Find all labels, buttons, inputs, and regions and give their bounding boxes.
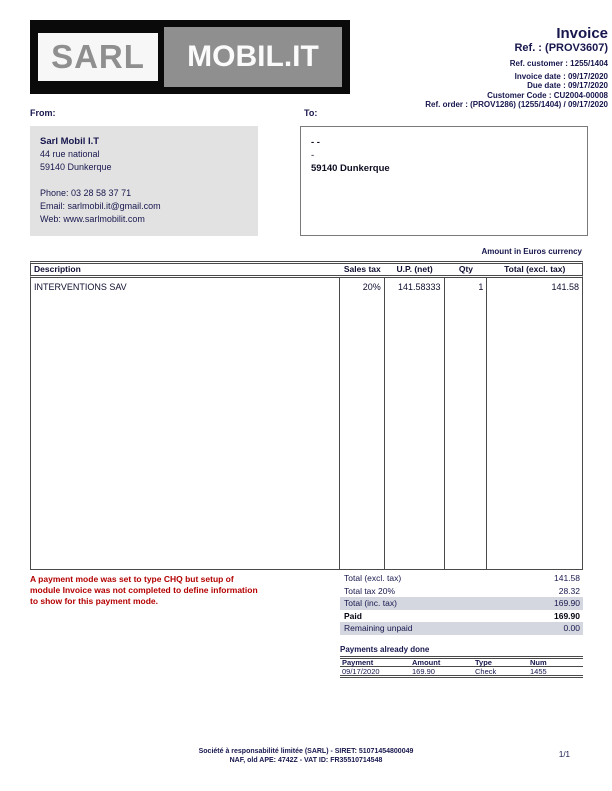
total-value: 169.90 (554, 598, 580, 609)
total-excl-tax-row (340, 572, 583, 585)
warning-line: A payment mode was set to type CHQ but setup of (30, 574, 234, 584)
total-label: Total (excl. tax) (344, 573, 402, 584)
table-body (30, 278, 583, 570)
header-qty: Qty (458, 264, 474, 274)
remaining-unpaid-row (340, 622, 583, 635)
recipient-city: 59140 Dunkerque (311, 163, 390, 174)
from-label: From: (30, 108, 56, 118)
table-header-row (30, 261, 583, 278)
payment-row (340, 667, 583, 678)
document-title: Invoice (556, 25, 608, 42)
logo-mobilit-text: MOBIL.IT (164, 27, 342, 87)
to-label: To: (304, 108, 318, 118)
payments-block (340, 645, 583, 678)
totals-block (340, 572, 583, 635)
payments-header-payment: Payment (342, 658, 374, 667)
payment-type: Check (475, 666, 497, 676)
total-label: Total tax 20% (344, 585, 396, 596)
company-logo (30, 20, 350, 94)
total-label: Total (inc. tax) (344, 598, 397, 609)
header-total-excl: Total (excl. tax) (504, 264, 566, 274)
sender-address-box (30, 126, 258, 236)
total-label: Remaining unpaid (344, 623, 413, 634)
payments-header-num: Num (530, 658, 547, 667)
recipient-address-box (300, 126, 588, 236)
payments-title: Payments already done (340, 645, 430, 654)
header-sales-tax: Sales tax (343, 264, 381, 274)
payment-num: 1455 (530, 666, 547, 676)
line-qty: 1 (445, 278, 488, 569)
sender-name: Sarl Mobil I.T (40, 136, 100, 147)
customer-code: Customer Code : CU2004-00008 (487, 90, 608, 100)
ref-customer: Ref. customer : 1255/1404 (509, 59, 608, 68)
due-date: Due date : 09/17/2020 (527, 81, 608, 90)
total-value: 141.58 (554, 573, 580, 584)
sender-city: 59140 Dunkerque (40, 162, 112, 172)
legal-footer (0, 747, 612, 765)
logo-sarl-text: SARL (38, 33, 158, 81)
sender-email: Email: sarlmobil.it@gmail.com (40, 201, 161, 211)
page-number: 1/1 (558, 750, 570, 759)
recipient-name: - - (311, 137, 320, 148)
total-tax-row (340, 585, 583, 598)
warning-line: to show for this payment mode. (30, 596, 158, 606)
ref-order: Ref. order : (PROV1286) (1255/1404) / 09/17/2020 (425, 100, 608, 109)
footer-line-2: NAF, old APE: 4742Z - VAT ID: FR35510714548 (229, 757, 383, 764)
invoice-lines-table (30, 261, 583, 570)
invoice-date: Invoice date : 09/17/2020 (514, 71, 608, 81)
sender-web: Web: www.sarlmobilit.com (40, 214, 145, 224)
invoice-ref: Ref. : (PROV3607) (514, 42, 608, 54)
line-unit-price: 141.58333 (385, 278, 445, 569)
footer-line-1: Société à responsabilité limitée (SARL) - SIRET: 51071454800049 (198, 748, 414, 755)
payment-date: 09/17/2020 (342, 666, 380, 676)
warning-line: module Invoice was not completed to define information (30, 585, 258, 595)
total-value: 169.90 (554, 610, 580, 621)
header-unit-price: U.P. (net) (396, 264, 433, 274)
currency-note: Amount in Euros currency (481, 247, 582, 256)
total-value: 0.00 (563, 623, 580, 634)
paid-row (340, 610, 583, 623)
line-sales-tax: 20% (340, 278, 385, 569)
payment-mode-warning (30, 574, 320, 607)
spacer (40, 174, 248, 187)
line-total-excl: 141.58 (551, 282, 580, 292)
payments-header-type: Type (475, 658, 492, 667)
payments-header-row (340, 656, 583, 667)
sender-street: 44 rue national (40, 149, 100, 159)
recipient-street: - (311, 150, 315, 161)
line-description: INTERVENTIONS SAV (31, 278, 340, 569)
header-description: Description (34, 264, 81, 274)
sender-phone: Phone: 03 28 58 37 71 (40, 188, 132, 198)
total-inc-tax-row (340, 597, 583, 610)
payment-amount: 169.90 (412, 666, 435, 676)
total-label: Paid (344, 610, 362, 621)
total-value: 28.32 (558, 585, 580, 596)
payments-header-amount: Amount (412, 658, 441, 667)
invoice-header (425, 26, 608, 110)
